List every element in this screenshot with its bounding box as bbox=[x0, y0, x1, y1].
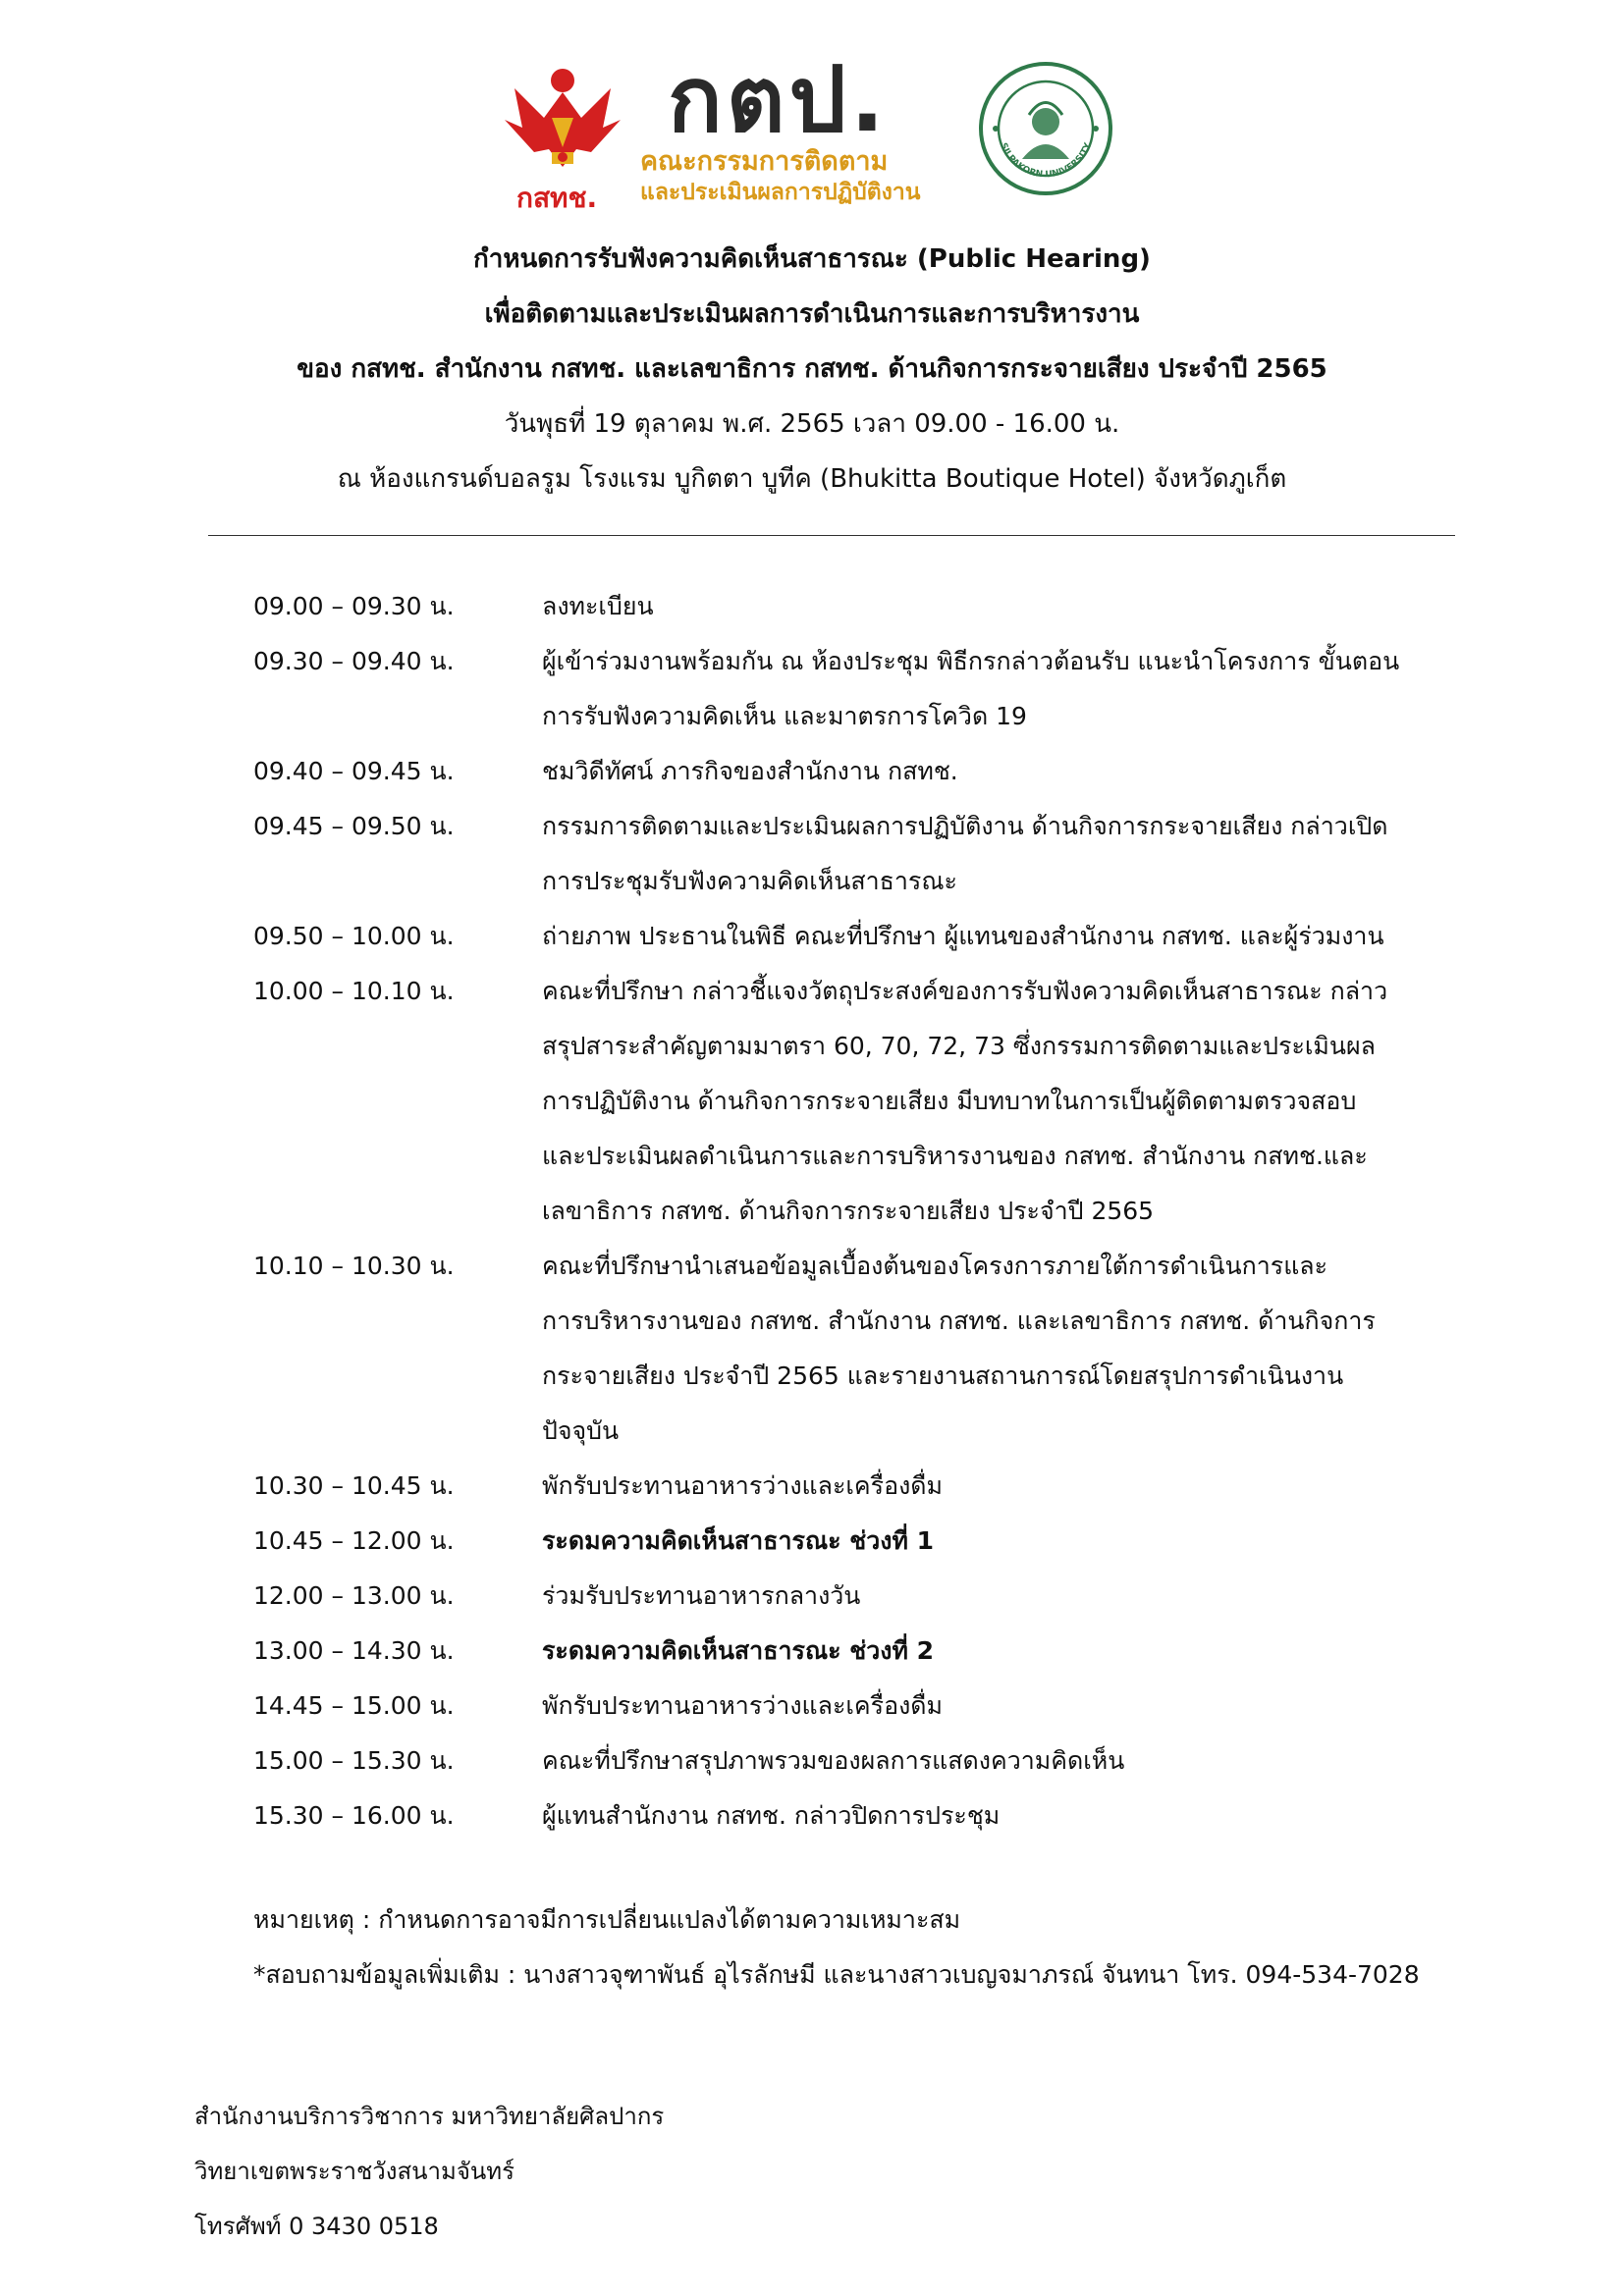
schedule-row bbox=[253, 964, 1432, 1239]
schedule-description bbox=[542, 1459, 1432, 1514]
footer-address bbox=[194, 2089, 664, 2254]
schedule-description-line: คณะที่ปรึกษา กล่าวชี้แจงวัตถุประสงค์ของการรับฟังความคิดเห็นสาธารณะ กล่าว bbox=[542, 977, 1388, 1005]
schedule-time: 13.00 – 14.30 น. bbox=[253, 1636, 455, 1665]
schedule-description-line: คณะที่ปรึกษานำเสนอข้อมูลเบื้องต้นของโครงการภายใต้การดำเนินการและ bbox=[542, 1252, 1328, 1280]
schedule-description-line: ระดมความคิดเห็นสาธารณะ ช่วงที่ 2 bbox=[542, 1636, 935, 1665]
schedule-description bbox=[542, 1734, 1432, 1789]
schedule-description bbox=[542, 1679, 1432, 1734]
event-date: วันพุธที่ 19 ตุลาคม พ.ศ. 2565 เวลา 09.00 - 16.00 น. bbox=[504, 409, 1120, 439]
schedule-time: 10.10 – 10.30 น. bbox=[253, 1252, 455, 1280]
logo-bar bbox=[0, 47, 1624, 216]
schedule-description bbox=[542, 1789, 1432, 1843]
kt-logo-line2: และประเมินผลการปฏิบัติงาน bbox=[640, 180, 921, 205]
schedule-description bbox=[542, 1569, 1432, 1624]
schedule-row bbox=[253, 744, 1432, 799]
svg-text:SILPAKORN UNIVERSITY: SILPAKORN UNIVERSITY bbox=[998, 141, 1094, 181]
schedule-row bbox=[253, 1459, 1432, 1514]
remark-text: หมายเหตุ : กำหนดการอาจมีการเปลี่ยนแปลงได้ตามความเหมาะสม bbox=[253, 1905, 961, 1934]
schedule-description bbox=[542, 1624, 1432, 1679]
schedule-time: 14.45 – 15.00 น. bbox=[253, 1691, 455, 1720]
schedule-time: 15.00 – 15.30 น. bbox=[253, 1746, 455, 1775]
schedule-row bbox=[253, 1569, 1432, 1624]
silpakorn-seal-icon bbox=[978, 61, 1113, 196]
page-subtitle-2: ของ กสทช. สำนักงาน กสทช. และเลขาธิการ กสทช. ด้านกิจการกระจายเสียง ประจำปี 2565 bbox=[297, 354, 1327, 384]
schedule-time: 15.30 – 16.00 น. bbox=[253, 1801, 455, 1830]
schedule-description-line: กระจายเสียง ประจำปี 2565 และรายงานสถานการณ์โดยสรุปการดำเนินงาน bbox=[542, 1362, 1344, 1390]
schedule-row bbox=[253, 799, 1432, 909]
schedule-description-line: พักรับประทานอาหารว่างและเครื่องดื่ม bbox=[542, 1471, 944, 1500]
schedule-description bbox=[542, 579, 1432, 634]
kt-logo-main: กตป. bbox=[668, 47, 889, 152]
schedule-row bbox=[253, 1514, 1432, 1569]
schedule-row bbox=[253, 1734, 1432, 1789]
footer-org: สำนักงานบริการวิชาการ มหาวิทยาลัยศิลปากร bbox=[194, 2103, 665, 2130]
schedule-description-line: ระดมความคิดเห็นสาธารณะ ช่วงที่ 1 bbox=[542, 1526, 935, 1555]
schedule-time: 09.40 – 09.45 น. bbox=[253, 757, 455, 785]
schedule-description bbox=[542, 1239, 1432, 1459]
schedule-time: 09.30 – 09.40 น. bbox=[253, 647, 455, 675]
schedule-description bbox=[542, 744, 1432, 799]
schedule-description-line: สรุปสาระสำคัญตามมาตรา 60, 70, 72, 73 ซึ่งกรรมการติดตามและประเมินผล bbox=[542, 1032, 1376, 1060]
schedule-time: 10.30 – 10.45 น. bbox=[253, 1471, 455, 1500]
schedule-time: 09.45 – 09.50 น. bbox=[253, 812, 455, 840]
schedule-description-line: การรับฟังความคิดเห็น และมาตรการโควิด 19 bbox=[542, 702, 1027, 730]
schedule-description-line: กรรมการติดตามและประเมินผลการปฏิบัติงาน ด้านกิจการกระจายเสียง กล่าวเปิด bbox=[542, 812, 1388, 840]
nbtc-logo-text: กสทช. bbox=[516, 182, 598, 214]
schedule-description-line: ชมวิดีทัศน์ ภารกิจของสำนักงาน กสทช. bbox=[542, 757, 958, 785]
page-title: กำหนดการรับฟังความคิดเห็นสาธารณะ (Public Hearing) bbox=[473, 244, 1151, 274]
schedule-description bbox=[542, 909, 1432, 964]
schedule-description-line: ปัจจุบัน bbox=[542, 1416, 620, 1445]
schedule-time: 10.00 – 10.10 น. bbox=[253, 977, 455, 1005]
schedule-row bbox=[253, 909, 1432, 964]
schedule-description bbox=[542, 799, 1432, 909]
schedule-description bbox=[542, 964, 1432, 1239]
contact-text: *สอบถามข้อมูลเพิ่มเติม : นางสาวจุฑาพันธ์ อุไรลักษมี และนางสาวเบญจมาภรณ์ จันทนา โทร. 094-534-7028 bbox=[253, 1960, 1420, 1989]
page-subtitle-1: เพื่อติดตามและประเมินผลการดำเนินการและการบริหารงาน bbox=[484, 299, 1140, 329]
schedule-time: 09.00 – 09.30 น. bbox=[253, 592, 455, 620]
schedule-row bbox=[253, 1679, 1432, 1734]
footer-campus: วิทยาเขตพระราชวังสนามจันทร์ bbox=[194, 2158, 515, 2185]
schedule-description-line: คณะที่ปรึกษาสรุปภาพรวมของผลการแสดงความคิดเห็น bbox=[542, 1746, 1125, 1775]
schedule-description-line: การปฏิบัติงาน ด้านกิจการกระจายเสียง มีบทบาทในการเป็นผู้ติดตามตรวจสอบ bbox=[542, 1087, 1357, 1115]
schedule-row bbox=[253, 1239, 1432, 1459]
schedule-description-line: ถ่ายภาพ ประธานในพิธี คณะที่ปรึกษา ผู้แทนของสำนักงาน กสทช. และผู้ร่วมงาน bbox=[542, 922, 1384, 950]
schedule-description-line: ผู้เข้าร่วมงานพร้อมกัน ณ ห้องประชุม พิธีกรกล่าวต้อนรับ แนะนำโครงการ ขั้นตอน bbox=[542, 647, 1400, 675]
schedule-description-line: ผู้แทนสำนักงาน กสทช. กล่าวปิดการประชุม bbox=[542, 1801, 1001, 1830]
schedule-description-line: การประชุมรับฟังความคิดเห็นสาธารณะ bbox=[542, 867, 957, 895]
schedule-description-line: พักรับประทานอาหารว่างและเครื่องดื่ม bbox=[542, 1691, 944, 1720]
schedule-time: 12.00 – 13.00 น. bbox=[253, 1581, 455, 1610]
event-venue: ณ ห้องแกรนด์บอลรูม โรงแรม บูกิตตา บูทีค (Bhukitta Boutique Hotel) จังหวัดภูเก็ต bbox=[337, 464, 1287, 494]
schedule-table bbox=[253, 579, 1432, 1843]
footer-phone: โทรศัพท์ 0 3430 0518 bbox=[194, 2213, 439, 2240]
schedule-description-line: การบริหารงานของ กสทช. สำนักงาน กสทช. และเลขาธิการ กสทช. ด้านกิจการ bbox=[542, 1307, 1376, 1335]
schedule-description-line: ร่วมรับประทานอาหารกลางวัน bbox=[542, 1581, 861, 1610]
schedule-description-line: เลขาธิการ กสทช. ด้านกิจการกระจายเสียง ประจำปี 2565 bbox=[542, 1197, 1155, 1225]
schedule-description-line: และประเมินผลดำเนินการและการบริหารงานของ กสทช. สำนักงาน กสทช.และ bbox=[542, 1142, 1368, 1170]
schedule-row bbox=[253, 579, 1432, 634]
schedule-time: 10.45 – 12.00 น. bbox=[253, 1526, 455, 1555]
schedule-description bbox=[542, 1514, 1432, 1569]
schedule-row bbox=[253, 1624, 1432, 1679]
kt-logo-line1: คณะกรรมการติดตาม bbox=[640, 146, 889, 177]
schedule-description bbox=[542, 634, 1432, 744]
schedule-row bbox=[253, 634, 1432, 744]
schedule-row bbox=[253, 1789, 1432, 1843]
schedule-time: 09.50 – 10.00 น. bbox=[253, 922, 455, 950]
divider-line bbox=[208, 535, 1455, 536]
schedule-description-line: ลงทะเบียน bbox=[542, 592, 654, 620]
notes-section bbox=[253, 1893, 1420, 2002]
